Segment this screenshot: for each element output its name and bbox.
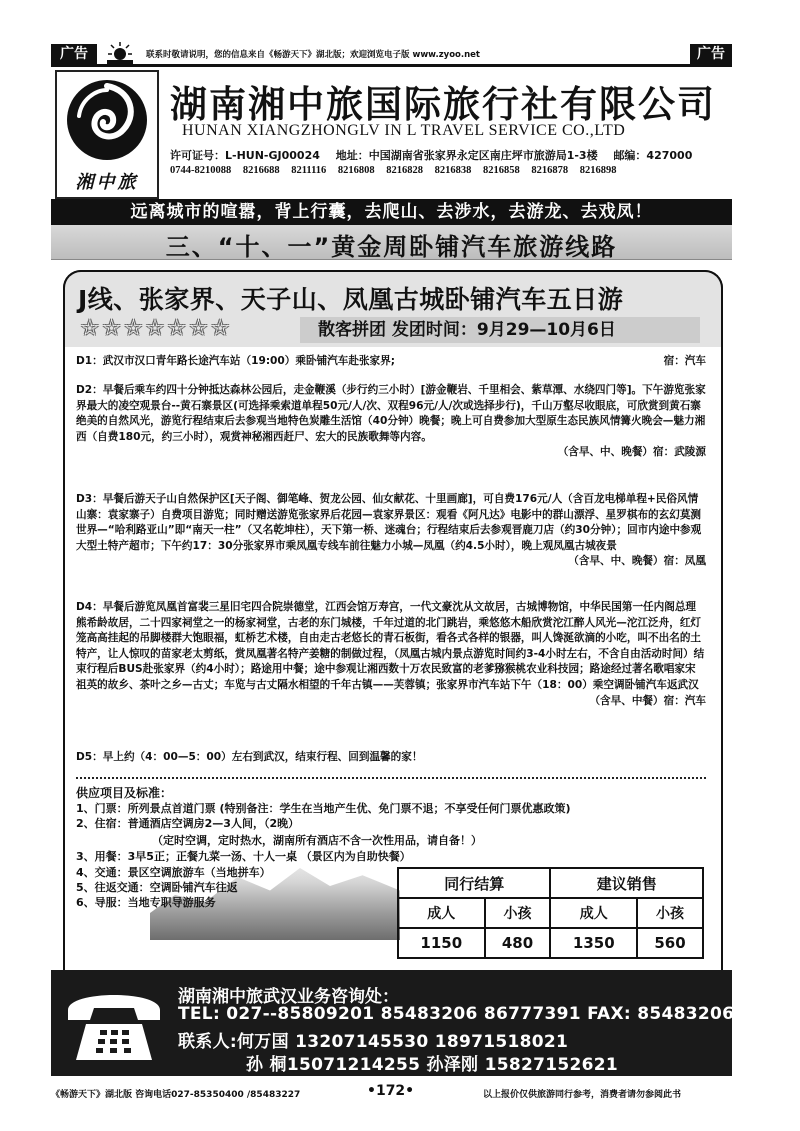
dotted-divider bbox=[76, 777, 706, 779]
day-5 bbox=[76, 750, 706, 766]
day-label: D1： bbox=[76, 355, 103, 367]
service-item: 3、用餐：3早5正；正餐九菜一汤、十人一桌 （景区内为自助快餐） bbox=[76, 850, 411, 863]
day-4 bbox=[76, 600, 706, 709]
phone-number: 8216808 bbox=[337, 165, 375, 176]
retail-price-header: 建议销售 bbox=[550, 868, 703, 898]
day-label: D4： bbox=[76, 601, 103, 613]
slogan-bar: 远离城市的喧嚣，背上行囊，去爬山、去涉水，去游龙、去戏凤！ bbox=[51, 199, 732, 225]
day-label: D2： bbox=[76, 384, 103, 396]
route-title-bar bbox=[51, 225, 732, 260]
star-rating: ☆☆☆☆☆☆☆ bbox=[80, 316, 233, 341]
telephone-icon bbox=[62, 980, 166, 1066]
company-name-en: HUNAN XIANGZHONGLV IN L TRAVEL SERVICE CO.,LTD bbox=[182, 122, 626, 139]
service-item: 4、交通：景区空调旅游车（当地拼车） bbox=[76, 866, 271, 879]
day-2 bbox=[76, 383, 706, 461]
footer-publisher: 《畅游天下》湖北版 咨询电话027-85350400 /85483227 bbox=[51, 1090, 301, 1100]
page-number: •172• bbox=[367, 1083, 415, 1099]
company-name-cn: 湖南湘中旅国际旅行社有限公司 bbox=[170, 82, 716, 126]
price-table bbox=[397, 867, 704, 959]
retail-adult-price: 1350 bbox=[550, 928, 637, 958]
service-item: （定时空调，定时热水，湖南所有酒店不含一次性用品，请自备！） bbox=[152, 834, 482, 847]
contact-person-1: 联系人:何万国 13207145530 18971518021 bbox=[178, 1032, 569, 1052]
day-text: 早餐后乘车约四十分钟抵达森林公园后，走金鞭溪（步行约三小时）[游金鞭岩、千里相会、紫草潭、水绕四门等]。下午游览张家界最大的凌空观景台--黄石寨景区(可选择乘索道单程50元/人/次、双程96元/人/次或选择步行)，千山万壑尽收眼底，可欣赏到黄石寨绝美的自然风光，游览行程结束后去参观当地特色炭雕生活馆（40分钟）晚餐；晚上可自费参加大型原生态民族风情篝火晚会—魅力湘西（自费180元，约三小时），观赏神秘湘西赶尸、宏大的民族歌舞等内容。 bbox=[76, 384, 706, 443]
swirl-logo-icon bbox=[61, 76, 153, 166]
peer-adult-price: 1150 bbox=[398, 928, 485, 958]
top-rule bbox=[51, 64, 732, 67]
company-logo bbox=[55, 70, 159, 199]
phone-numbers bbox=[170, 165, 626, 176]
sun-logo-icon bbox=[103, 40, 137, 66]
day-meal: （含早、中、晚餐）宿：武陵源 bbox=[557, 446, 706, 459]
ad-strip-text: 联系时敬请说明，您的信息来自《畅游天下》湖北版；欢迎浏览电子版 www.zyoo.net bbox=[146, 50, 480, 60]
ad-tag-right: 广告 bbox=[690, 44, 732, 64]
day-label: D5： bbox=[76, 751, 103, 763]
peer-adult-label: 成人 bbox=[398, 898, 485, 928]
line-title: J线、张家界、天子山、凤凰古城卧铺汽车五日游 bbox=[78, 285, 624, 314]
day-text: 早餐后游天子山自然保护区[天子阁、御笔峰、贺龙公园、仙女献花、十里画廊]，可自费176元/人（含百龙电梯单程+民俗风情山寨：袁家寨子）自费项目游览；同时赠送游览张家界后花园—袁家界景区：观看《阿凡达》电影中的群山漂浮、星罗棋布的玄幻莫测世界—“哈利路亚山”即“南天一柱”（又名乾坤柱），天下第一桥、迷魂台；行程结束后去参观晋鹿刀店（约30分钟）；回市内途中参观大型土特产超市；下午约17：30分张家界市乘凤凰专线车前往魅力小城—凤凰（约4.5小时），晚上观凤凰古城夜景 bbox=[76, 493, 702, 552]
phone-number: 8216858 bbox=[483, 165, 520, 176]
retail-child-price: 560 bbox=[637, 928, 703, 958]
postcode: 邮编：427000 bbox=[613, 149, 693, 162]
service-item: 5、往返交通：空调卧铺汽车往返 bbox=[76, 881, 238, 894]
departure-info: 散客拼团 发团时间：9月29—10月6日 bbox=[300, 317, 700, 343]
route-title: 三、“十、一”黄金周卧铺汽车旅游线路 bbox=[165, 233, 618, 261]
service-item: 6、导服：当地专职导游服务 bbox=[76, 896, 216, 909]
license-number: 许可证号：L-HUN-GJ00024 bbox=[170, 149, 320, 162]
day-meal: （含早、中餐）宿：汽车 bbox=[589, 694, 706, 707]
peer-child-label: 小孩 bbox=[485, 898, 551, 928]
ad-tag-left: 广告 bbox=[51, 44, 97, 64]
day-3 bbox=[76, 492, 706, 570]
peer-price-header: 同行结算 bbox=[398, 868, 550, 898]
retail-adult-label: 成人 bbox=[550, 898, 637, 928]
license-address-line bbox=[170, 147, 704, 163]
phone-number: 8211116 bbox=[291, 165, 327, 176]
day-1 bbox=[76, 354, 706, 370]
services-title: 供应项目及标准： bbox=[76, 786, 173, 800]
service-item: 2、住宿：普通酒店空调房2—3人间，（2晚） bbox=[76, 817, 300, 830]
day-label: D3： bbox=[76, 493, 103, 505]
contact-tel-fax: TEL: 027--85809201 85483206 86777391 FAX: 85483206 bbox=[178, 1004, 735, 1024]
logo-text: 湘中旅 bbox=[75, 172, 139, 193]
phone-number: 8216828 bbox=[386, 165, 424, 176]
footer-disclaimer: 以上报价仅供旅游同行参考，消费者请勿参阅此书 bbox=[483, 1090, 682, 1100]
day-meal: 宿：汽车 bbox=[663, 355, 706, 367]
peer-child-price: 480 bbox=[485, 928, 551, 958]
retail-child-label: 小孩 bbox=[637, 898, 703, 928]
day-text: 早餐后游览凤凰首富裴三星旧宅四合院崇德堂，江西会馆万寿宫，一代文豪沈从文故居，古城博物馆，中华民国第一任内阁总理熊希龄故居，二十四家祠堂之一的杨家祠堂，古老的东门城楼，千年过道的北门跳岩，乘悠悠木船欣赏沱江醉人风光—沱江泛舟，红灯笼高高挂起的吊脚楼群大饱眼福，虹桥艺术楼，自由走古老悠长的青石板街，看各式各样的银器，叫人馋涎欲滴的小吃，叫不出名的土特产，让人惊叹的苗家老太剪纸，赏凤凰著名特产姜糖的制做过程，（凤凰古城内景点游览时间约3-4小时左右，不含自由活动时间）结束行程后BUS赴张家界（约4小时）；路途用中餐；途中参观让湘西数十万农民致富的老爹猕猴桃农业科技园；路途经过著名歌唱家宋祖英的故乡、茶叶之乡—古丈；车览与古丈隔水相望的千年古镇——芙蓉镇；张家界市汽车站下午（18：00）乘空调卧铺汽车返武汉 bbox=[76, 601, 705, 691]
contact-person-2: 孙 桐15071214255 孙泽刚 15827152621 bbox=[246, 1055, 618, 1075]
day-text: 早上约（4：00—5：00）左右到武汉，结束行程、回到温馨的家！ bbox=[102, 751, 423, 763]
day-meal: （含早、中、晚餐）宿：凤凰 bbox=[568, 555, 706, 568]
phone-number: 8216898 bbox=[579, 165, 617, 176]
phone-number: 8216878 bbox=[531, 165, 569, 176]
day-text: 武汉市汉口青年路长途汽车站（19:00）乘卧铺汽车赴张家界; bbox=[102, 355, 395, 367]
contact-title: 湖南湘中旅武汉业务咨询处： bbox=[178, 987, 399, 1007]
phone-number: 8216688 bbox=[242, 165, 280, 176]
service-item: 1、门票：所列景点首道门票 (特别备注：学生在当地产生优、免门票不退；不享受任何门票优惠政策) bbox=[76, 802, 571, 815]
phone-number: 0744-8210088 bbox=[170, 165, 232, 176]
phone-number: 8216838 bbox=[434, 165, 472, 176]
company-address: 地址：中国湖南省张家界永定区南庄坪市旅游局1-3楼 bbox=[335, 149, 598, 162]
